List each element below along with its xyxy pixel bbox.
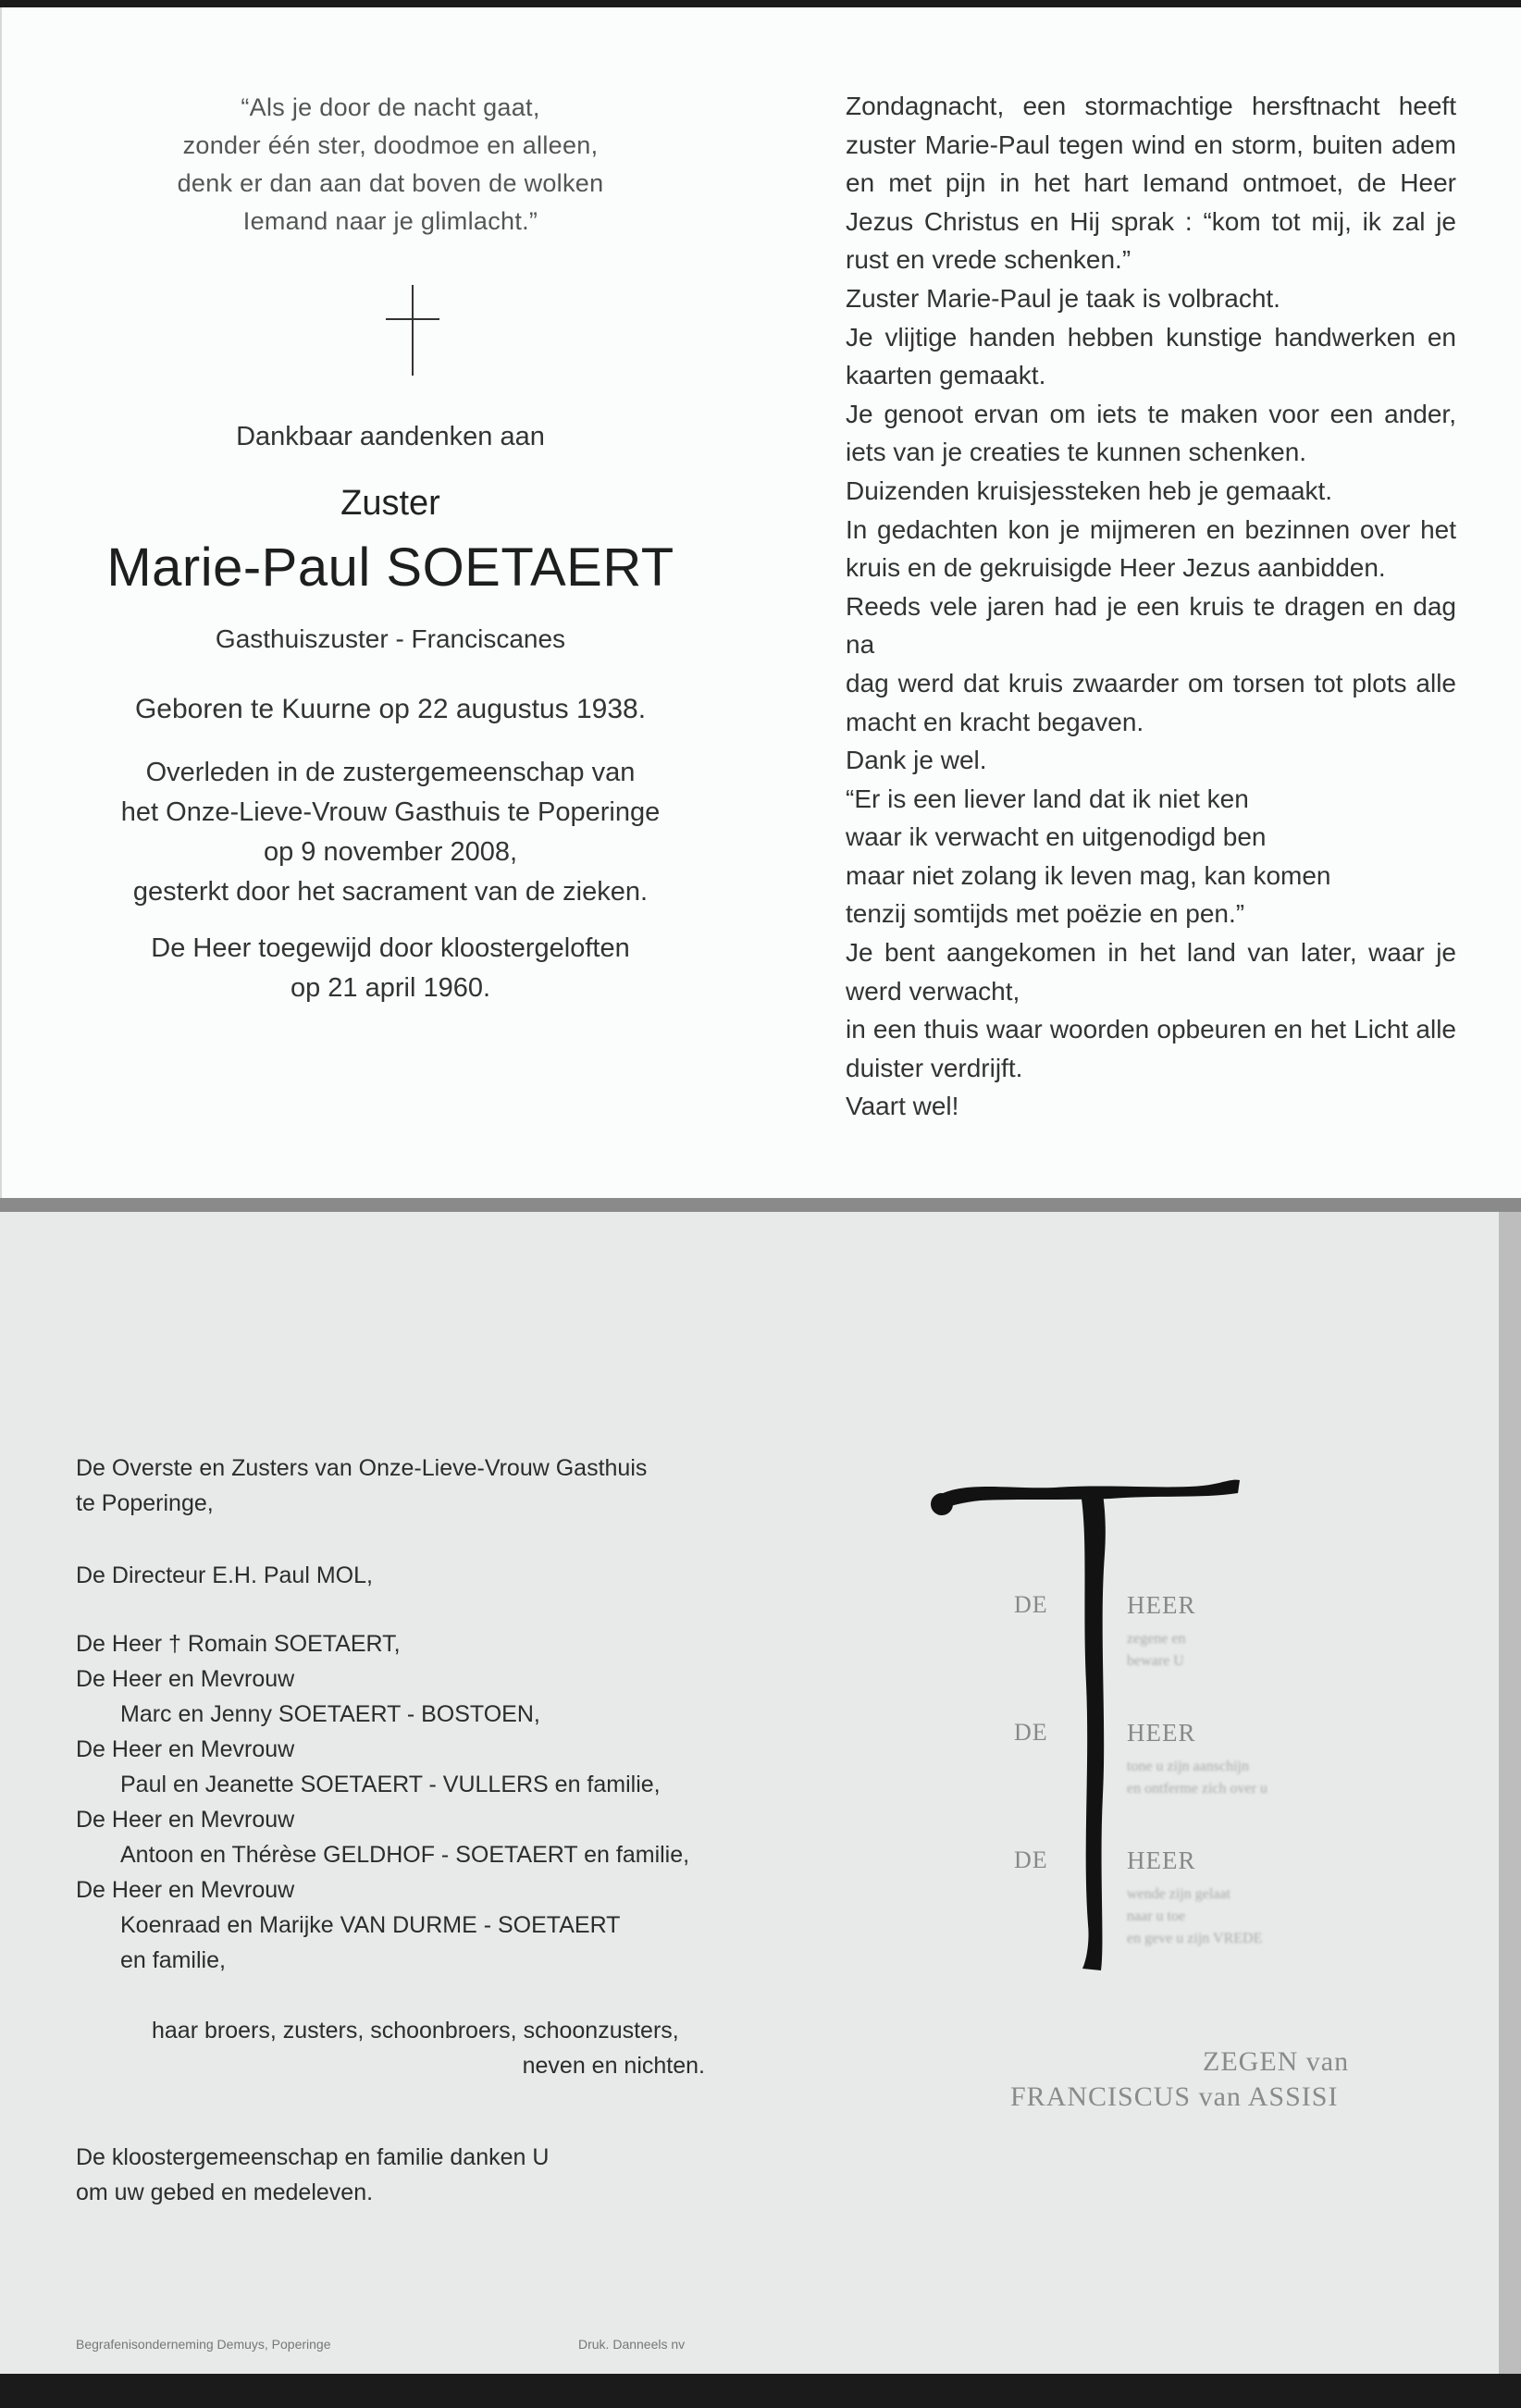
card-fold-divider bbox=[0, 1198, 1521, 1212]
family-line: Koenraad en Marijke VAN DURME - SOETAERT bbox=[120, 1912, 621, 1938]
birth-info: Geboren te Kuurne op 22 augustus 1938. bbox=[134, 694, 647, 724]
thanks-line: om uw gebed en medeleven. bbox=[76, 2180, 374, 2205]
death-line: het Onze-Lieve-Vrouw Gasthuis te Poperinge bbox=[120, 797, 661, 827]
blessing-line: wende zijn gelaat bbox=[1127, 1886, 1230, 1902]
tribute-line: Vaart wel! bbox=[846, 1092, 959, 1121]
card-edge bbox=[1499, 1212, 1521, 2374]
death-info bbox=[94, 753, 686, 912]
relatives-mention bbox=[76, 2013, 705, 2083]
poem-line: Iemand naar je glimlacht.” bbox=[242, 207, 538, 235]
community-mention bbox=[76, 1451, 647, 1521]
tribute-line: Jezus Christus en Hij sprak : “kom tot mij, ik zal je bbox=[846, 206, 1456, 236]
tribute-line: kruis en de gekruisigde Heer Jezus aanbidden. bbox=[846, 553, 1386, 583]
family-line: en familie, bbox=[120, 1947, 226, 1973]
family-line: Paul en Jeanette SOETAERT - VULLERS en familie, bbox=[120, 1772, 661, 1797]
tribute-line: in een thuis waar woorden opbeuren en het Licht alle bbox=[846, 1015, 1456, 1044]
tribute-line: dag werd dat kruis zwaarder om torsen tot plots alle bbox=[846, 668, 1456, 698]
blessing-lines bbox=[1127, 1628, 1186, 1673]
tribute-line: maar niet zolang ik leven mag, kan komen bbox=[846, 860, 1331, 890]
tribute-line: en met pijn in het hart Iemand ontmoet, de Heer bbox=[846, 168, 1456, 198]
director-line: De Directeur E.H. Paul MOL, bbox=[76, 1562, 373, 1588]
tribute-line: Je genoot ervan om iets te maken voor een ander, bbox=[846, 399, 1456, 428]
community-line: De Overste en Zusters van Onze-Lieve-Vrouw Gasthuis bbox=[76, 1455, 648, 1481]
vows-info bbox=[94, 929, 686, 1008]
tribute-line: waar ik verwacht en uitgenodigd ben bbox=[846, 822, 1267, 852]
blessing-lines bbox=[1127, 1756, 1268, 1800]
tribute-line: “Er is een liever land dat ik niet ken bbox=[846, 784, 1249, 813]
family-line: De Heer en Mevrouw bbox=[76, 1666, 295, 1692]
memorial-card-inside bbox=[0, 7, 1521, 1198]
deceased-name: Marie-Paul SOETAERT bbox=[106, 537, 674, 598]
blessing-line: en geve u zijn VREDE bbox=[1127, 1931, 1263, 1946]
blessing-line: tone u zijn aanschijn bbox=[1127, 1759, 1249, 1774]
tribute-line: Zondagnacht, een stormachtige hersftnacht heeft bbox=[846, 92, 1456, 120]
tribute-line: Dank je wel. bbox=[846, 746, 987, 775]
tribute-line: macht en kracht begaven. bbox=[846, 707, 1144, 736]
printer-credit: Druk. Danneels nv bbox=[578, 2337, 686, 2352]
tribute-line: Je vlijtige handen hebben kunstige handwerken en bbox=[846, 322, 1456, 352]
family-line: De Heer † Romain SOETAERT, bbox=[76, 1631, 401, 1657]
memorial-line: Dankbaar aandenken aan bbox=[236, 422, 545, 451]
family-line: De Heer en Mevrouw bbox=[76, 1877, 295, 1903]
tribute-line: zuster Marie-Paul tegen wind en storm, buiten adem bbox=[846, 130, 1456, 159]
death-line: gesterkt door het sacrament van de zieken. bbox=[132, 877, 649, 907]
tau-blessing bbox=[925, 1462, 1388, 2109]
community-line: te Poperinge, bbox=[76, 1490, 214, 1516]
blessing-line: beware U bbox=[1127, 1653, 1184, 1669]
poem-line: zonder één ster, doodmoe en alleen, bbox=[182, 131, 599, 159]
family-line: Marc en Jenny SOETAERT - BOSTOEN, bbox=[120, 1701, 540, 1727]
de-word: DE bbox=[1014, 1591, 1048, 1618]
heer-word: HEER bbox=[1127, 1846, 1196, 1874]
relatives-line: neven en nichten. bbox=[522, 2053, 705, 2079]
opening-poem bbox=[94, 89, 686, 241]
tribute-line: Duizenden kruisjessteken heb je gemaakt. bbox=[846, 475, 1333, 505]
tribute-line: Zuster Marie-Paul je taak is volbracht. bbox=[846, 283, 1280, 313]
heer-word: HEER bbox=[1127, 1719, 1196, 1747]
tribute-text bbox=[846, 87, 1456, 1126]
blessing-lines bbox=[1127, 1883, 1262, 1950]
family-line: De Heer en Mevrouw bbox=[76, 1807, 295, 1833]
tribute-line: Reeds vele jaren had je een kruis te dragen en dag na bbox=[846, 591, 1456, 660]
director-mention bbox=[76, 1558, 373, 1593]
de-word: DE bbox=[1014, 1846, 1048, 1873]
blessing-line: en ontferme zich over u bbox=[1127, 1781, 1268, 1797]
tribute-line: tenzij somtijds met poëzie en pen.” bbox=[846, 899, 1245, 929]
death-line: Overleden in de zustergemeenschap van bbox=[145, 758, 636, 787]
tribute-line: In gedachten kon je mijmeren en bezinnen over het bbox=[846, 514, 1456, 544]
tribute-line: kaarten gemaakt. bbox=[846, 361, 1046, 390]
cross-icon bbox=[386, 285, 441, 377]
funeral-home-credit: Begrafenisonderneming Demuys, Poperinge bbox=[76, 2337, 331, 2352]
blessing-line: zegene en bbox=[1127, 1631, 1186, 1647]
family-list bbox=[76, 1626, 689, 1978]
family-line: Antoon en Thérèse GELDHOF - SOETAERT en familie, bbox=[120, 1842, 690, 1868]
vows-line: op 21 april 1960. bbox=[290, 973, 491, 1003]
vows-line: De Heer toegewijd door kloostergeloften bbox=[151, 933, 630, 963]
thanks-line: De kloostergemeenschap en familie danken U bbox=[76, 2144, 550, 2170]
tribute-line: duister verdrijft. bbox=[846, 1053, 1023, 1082]
blessing-line: naar u toe bbox=[1127, 1908, 1186, 1924]
death-line: op 9 november 2008, bbox=[263, 837, 518, 867]
relatives-line: haar broers, zusters, schoonbroers, schoonzusters, bbox=[152, 2018, 679, 2044]
title: Zuster bbox=[340, 484, 440, 523]
poem-line: denk er dan aan dat boven de wolken bbox=[177, 169, 604, 197]
heer-word: HEER bbox=[1127, 1591, 1196, 1619]
memorial-card-back bbox=[0, 1212, 1521, 2374]
family-line: De Heer en Mevrouw bbox=[76, 1736, 295, 1762]
tribute-line: werd verwacht, bbox=[846, 976, 1020, 1006]
de-word: DE bbox=[1014, 1719, 1048, 1746]
tribute-line: iets van je creaties te kunnen schenken. bbox=[846, 438, 1307, 467]
blessing-signature: ZEGEN van bbox=[1203, 2046, 1350, 2077]
blessing-signature: FRANCISCUS van ASSISI bbox=[1010, 2081, 1339, 2112]
religious-order: Gasthuiszuster - Franciscanes bbox=[215, 624, 566, 653]
thanks-note bbox=[76, 2140, 549, 2210]
poem-line: “Als je door de nacht gaat, bbox=[241, 93, 540, 121]
tribute-line: rust en vrede schenken.” bbox=[846, 245, 1131, 275]
tribute-line: Je bent aangekomen in het land van later, waar je bbox=[846, 938, 1456, 968]
